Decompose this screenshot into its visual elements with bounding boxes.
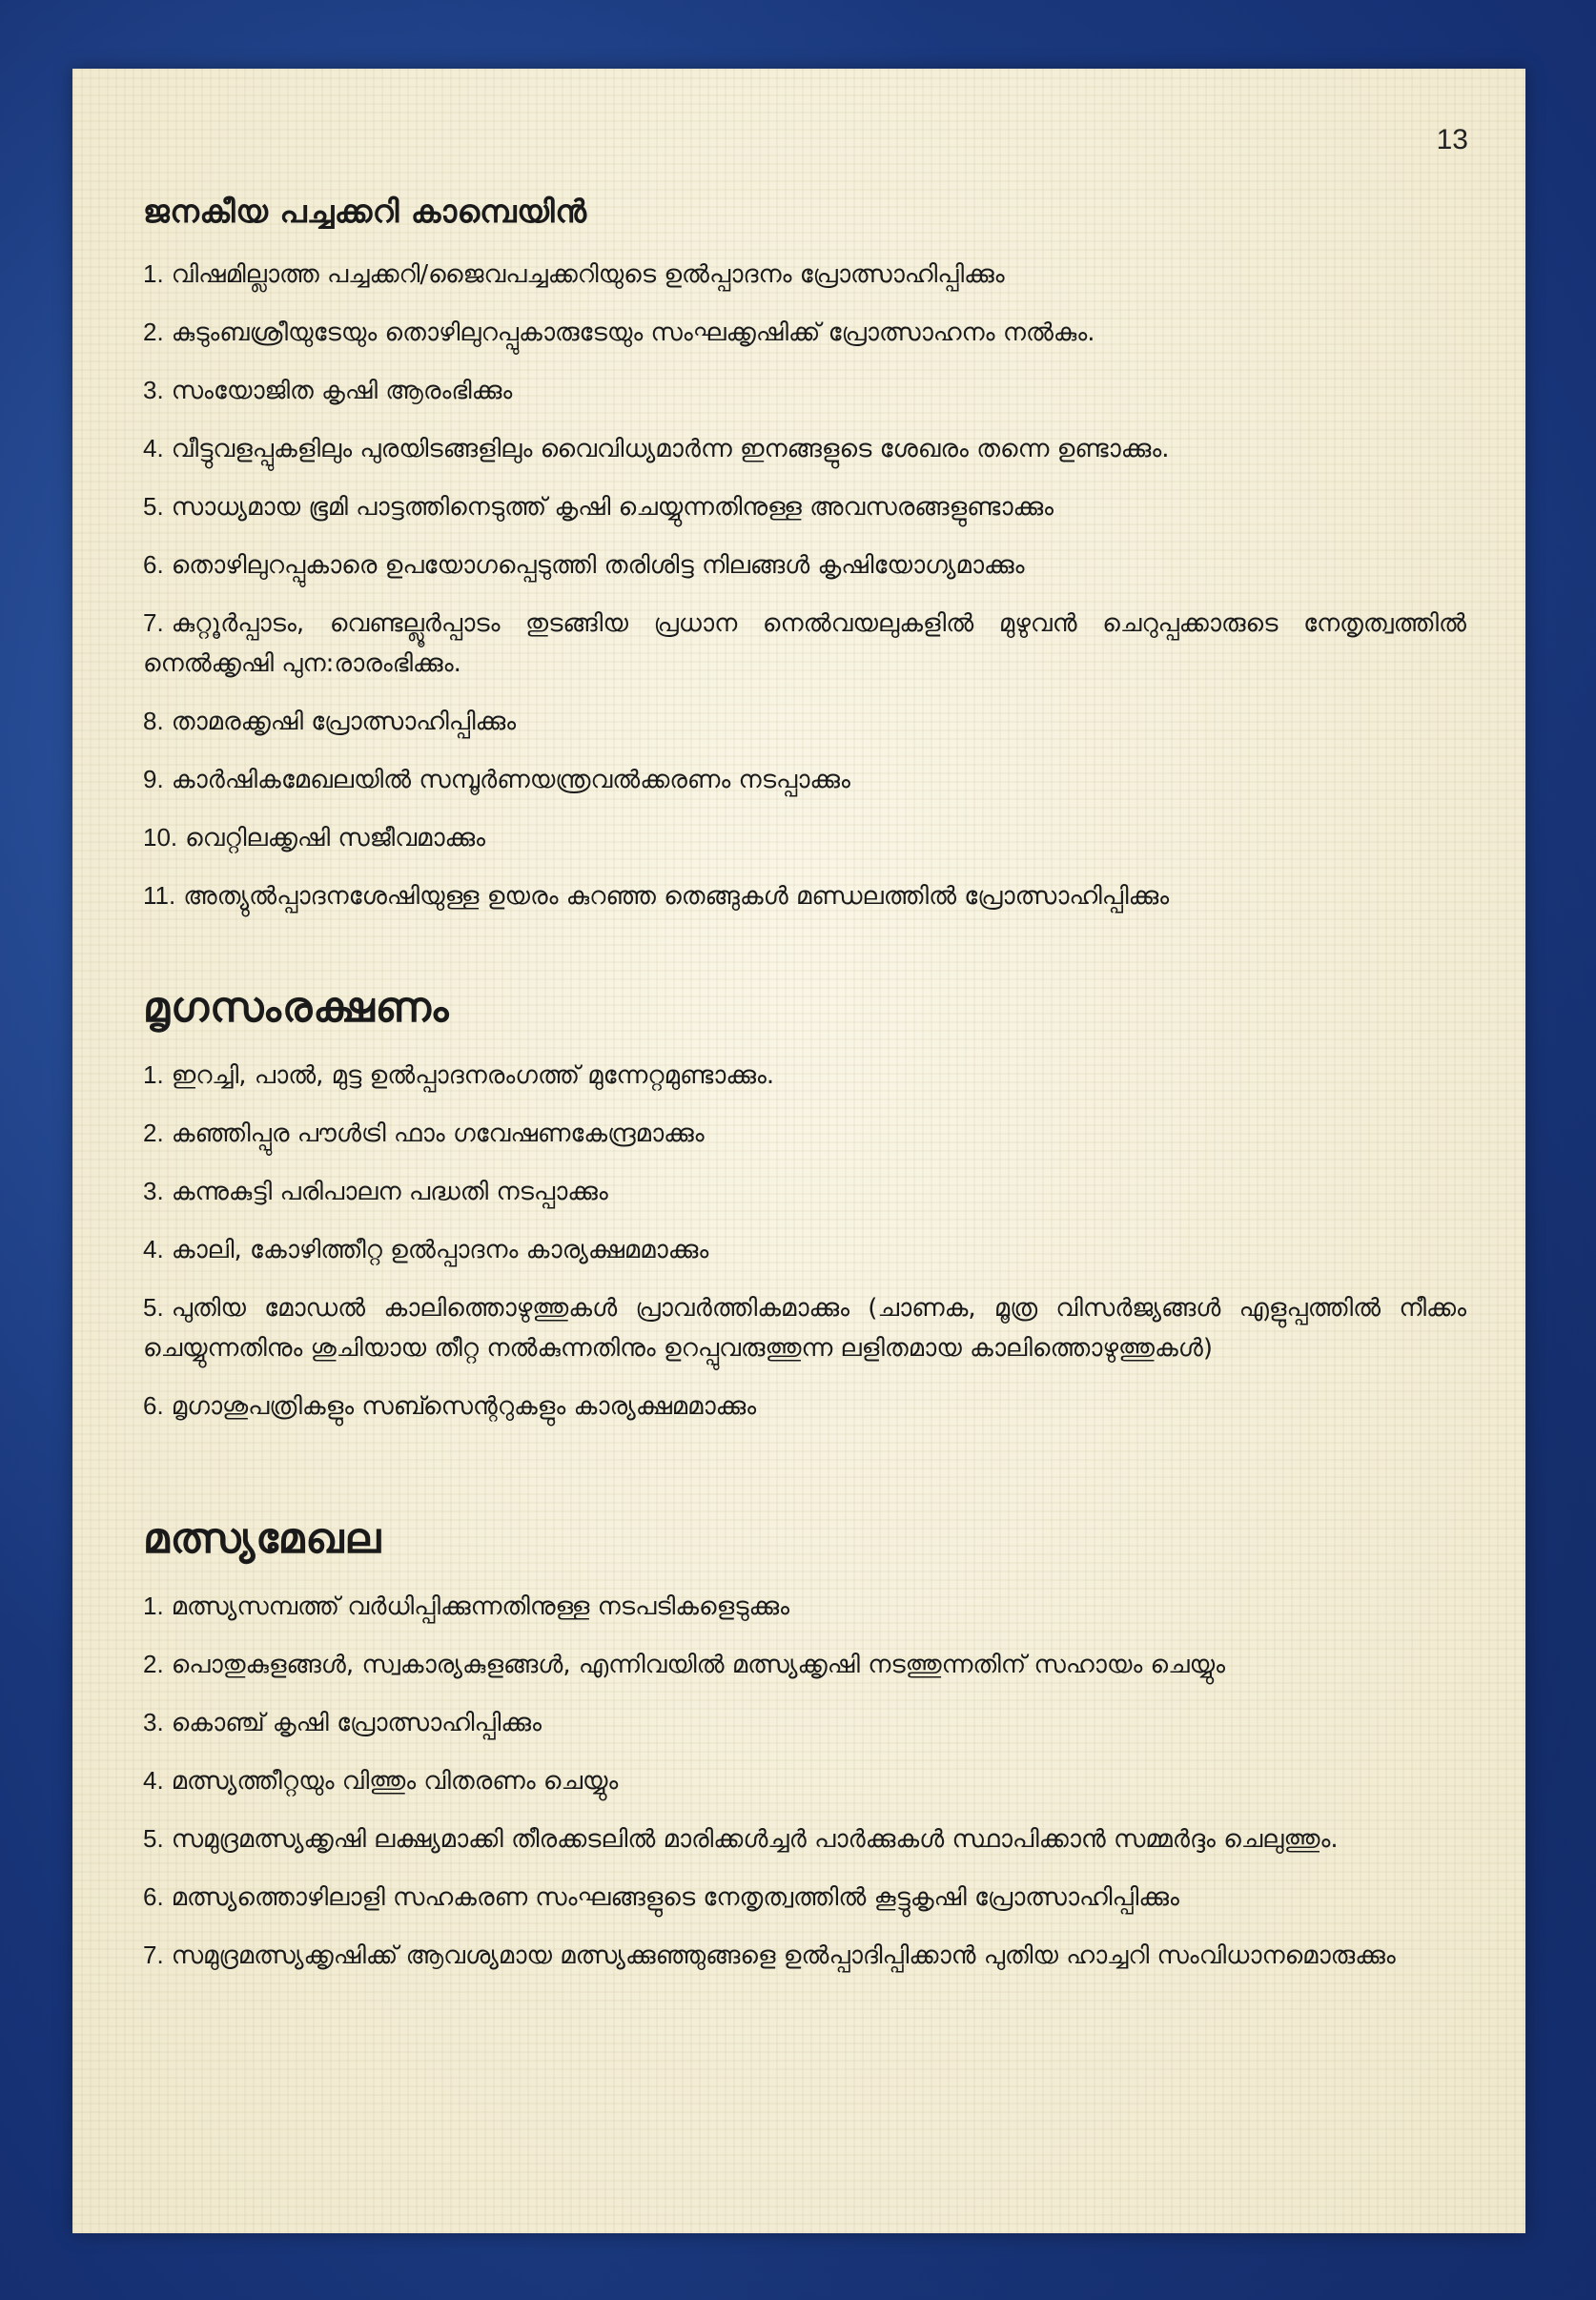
section-vegetable-campaign [143, 193, 1466, 916]
list-item: 3. കൊഞ്ച് കൃഷി പ്രോത്സാഹിപ്പിക്കും [143, 1708, 542, 1737]
list-item: 6. മൃഗാശുപത്രികളും സബ്സെന്ററുകളും കാര്യക്ഷമമാക്കും [143, 1391, 757, 1421]
section-title: മൃഗസംരക്ഷണം [143, 983, 450, 1032]
list-item: 10. വെറ്റിലക്കൃഷി സജീവമാക്കും [143, 823, 486, 852]
list-item: 4. കാലി, കോഴിത്തീറ്റ ഉൽപ്പാദനം കാര്യക്ഷമമാക്കും [143, 1235, 709, 1264]
list-item: 6. തൊഴിലുറപ്പുകാരെ ഉപയോഗപ്പെടുത്തി തരിശിട്ട നിലങ്ങൾ കൃഷിയോഗ്യമാക്കും [143, 550, 1025, 580]
page-content [143, 193, 1466, 1993]
item-list [143, 1055, 1466, 1427]
list-item: 3. സംയോജിത കൃഷി ആരംഭിക്കും [143, 376, 513, 405]
list-item: 5. പുതിയ മോഡൽ കാലിത്തൊഴുത്തുകൾ പ്രാവർത്തികമാക്കും (ചാണക, മൂത്ര വിസർജ്യങ്ങൾ എളുപ്പത്തിൽ നീക്കം ചെയ്യുന്നതിനും ശുചിയായ തീറ്റ നൽകുന്നതിനും ഉറപ്പുവരുത്തുന്ന ലളിതമായ കാലിത്തൊഴുത്തുകൾ) [143, 1293, 1466, 1363]
list-item: 2. കഞ്ഞിപ്പുര പൗൾട്രി ഫാം ഗവേഷണകേന്ദ്രമാക്കും [143, 1119, 705, 1148]
list-item: 2. പൊതുകുളങ്ങൾ, സ്വകാര്യകുളങ്ങൾ, എന്നിവയിൽ മത്സ്യക്കൃഷി നടത്തുന്നതിന് സഹായം ചെയ്യും [143, 1650, 1225, 1679]
list-item: 9. കാർഷികമേഖലയിൽ സമ്പൂർണയന്ത്രവൽക്കരണം നടപ്പാക്കും [143, 765, 850, 794]
list-item: 1. വിഷമില്ലാത്ത പച്ചക്കറി/ജൈവപച്ചക്കറിയുടെ ഉൽപ്പാദനം പ്രോത്സാഹിപ്പിക്കും [143, 259, 1005, 289]
item-list [143, 1586, 1466, 1976]
list-item: 7. സമുദ്രമത്സ്യക്കൃഷിക്ക് ആവശ്യമായ മത്സ്യക്കുഞ്ഞുങ്ങളെ ഉൽപ്പാദിപ്പിക്കാൻ പുതിയ ഹാച്ചറി സംവിധാനമൊരുക്കും [143, 1941, 1396, 1970]
list-item: 5. സമുദ്രമത്സ്യക്കൃഷി ലക്ഷ്യമാക്കി തീരക്കടലിൽ മാരിക്കൾച്ചർ പാർക്കുകൾ സ്ഥാപിക്കാൻ സമ്മർദ്ദം ചെലുത്തും. [143, 1824, 1339, 1854]
section-title: മത്സ്യമേഖല [143, 1514, 382, 1563]
section-title: ജനകീയ പച്ചക്കറി കാമ്പെയിൻ [143, 193, 587, 230]
list-item: 1. ഇറച്ചി, പാൽ, മുട്ട ഉൽപ്പാദനരംഗത്ത് മുന്നേറ്റമുണ്ടാക്കും. [143, 1060, 775, 1090]
list-item: 3. കന്നുകുട്ടി പരിപാലന പദ്ധതി നടപ്പാക്കും [143, 1177, 608, 1206]
document-page [72, 69, 1525, 2233]
page-number: 13 [1436, 124, 1468, 155]
list-item: 4. മത്സ്യത്തീറ്റയും വിത്തും വിതരണം ചെയ്യും [143, 1766, 619, 1796]
section-fisheries [143, 1514, 1466, 1976]
list-item: 5. സാധ്യമായ ഭൂമി പാട്ടത്തിനെടുത്ത് കൃഷി ചെയ്യുന്നതിനുള്ള അവസരങ്ങളുണ്ടാക്കും [143, 492, 1054, 522]
section-animal-husbandry [143, 983, 1466, 1427]
item-list [143, 254, 1466, 916]
list-item: 7. കുറ്റൂർപ്പാടം, വെണ്ടല്ലൂർപ്പാടം തുടങ്ങിയ പ്രധാന നെൽവയലുകളിൽ മുഴുവൻ ചെറുപ്പക്കാരുടെ നേതൃത്വത്തിൽ നെൽക്കൃഷി പുന:രാരംഭിക്കും. [143, 608, 1466, 678]
list-item: 4. വീട്ടുവളപ്പുകളിലും പുരയിടങ്ങളിലും വൈവിധ്യമാർന്ന ഇനങ്ങളുടെ ശേഖരം തന്നെ ഉണ്ടാക്കും. [143, 434, 1170, 463]
list-item: 1. മത്സ്യസമ്പത്ത് വർധിപ്പിക്കുന്നതിനുള്ള നടപടികളെടുക്കും [143, 1592, 790, 1621]
list-item: 6. മത്സ്യത്തൊഴിലാളി സഹകരണ സംഘങ്ങളുടെ നേതൃത്വത്തിൽ കൂട്ടുകൃഷി പ്രോത്സാഹിപ്പിക്കും [143, 1882, 1179, 1912]
list-item: 8. താമരക്കൃഷി പ്രോത്സാഹിപ്പിക്കും [143, 707, 517, 736]
list-item: 11. അത്യുൽപ്പാദനശേഷിയുള്ള ഉയരം കുറഞ്ഞ തെങ്ങുകൾ മണ്ഡലത്തിൽ പ്രോത്സാഹിപ്പിക്കും [143, 881, 1170, 911]
list-item: 2. കുടുംബശ്രീയുടേയും തൊഴിലുറപ്പുകാരുടേയും സംഘക്കൃഷിക്ക് പ്രോത്സാഹനം നൽകും. [143, 318, 1095, 347]
